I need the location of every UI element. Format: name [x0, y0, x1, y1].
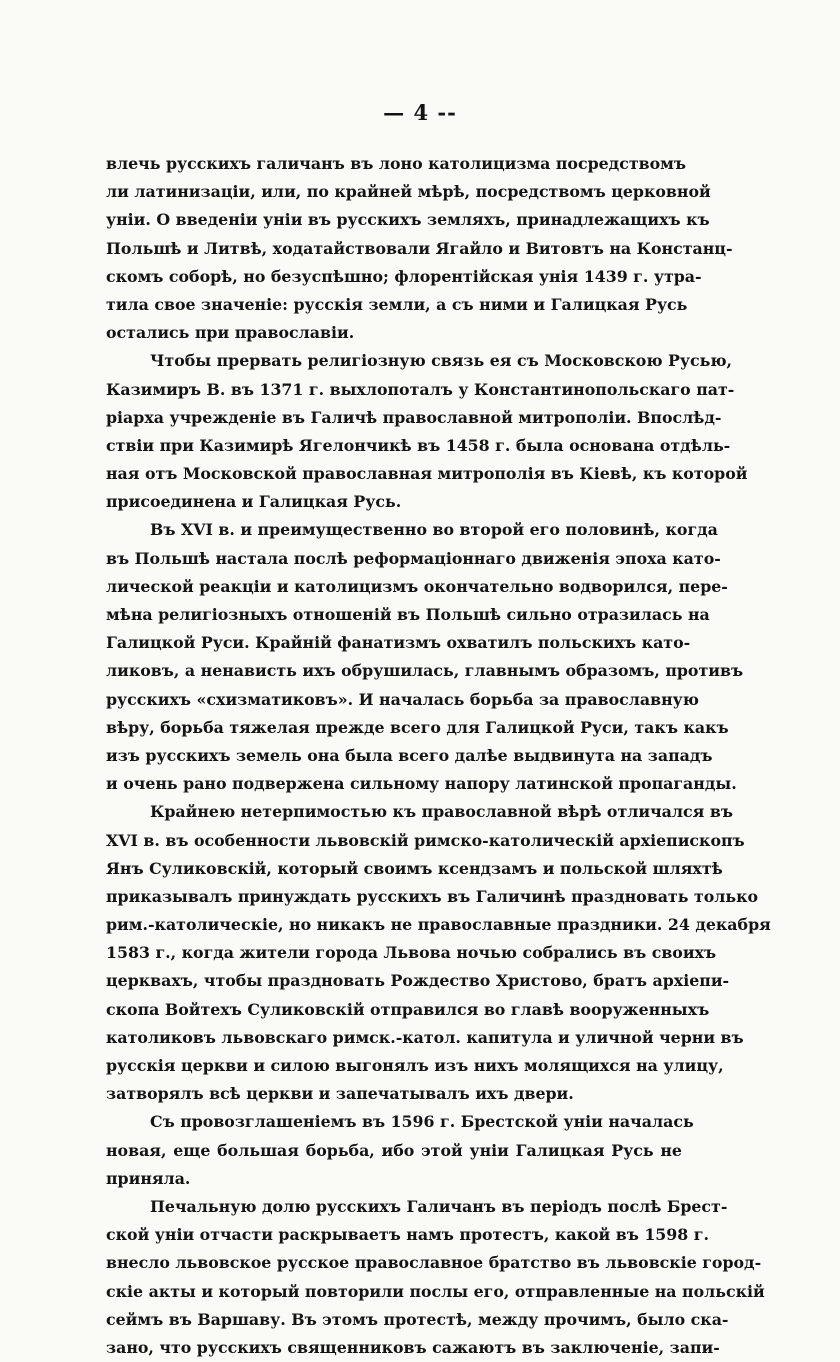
text-line: тила свое значеніе: русскія земли, а съ ними и Галицкая Русь [106, 294, 688, 314]
text-line: лической реакціи и католицизмъ окончательно водворился, пере- [106, 576, 728, 596]
text-line: скомъ соборѣ, но безуспѣшно; флорентійская унія 1439 г. утра- [106, 266, 702, 286]
body-text [106, 150, 771, 1362]
text-line: мѣна религіозныхъ отношеній въ Польшѣ сильно отразилась на [106, 605, 710, 624]
text-line: Галицкой Руси. Крайній фанатизмъ охватилъ польскихъ като- [106, 633, 691, 653]
paragraph-1 [106, 150, 733, 347]
text-line: сеймъ въ Варшаву. Въ этомъ протестѣ, между прочимъ, было ска- [106, 1309, 729, 1329]
paragraph-3 [106, 516, 744, 798]
text-line: ской уніи отчасти раскрываетъ намъ протестъ, какой въ 1598 г. [106, 1225, 709, 1245]
text-line: ная отъ Московской православная митрополія въ Кіевѣ, къ которой [106, 464, 748, 484]
text-line: ликовъ, а ненависть ихъ обрушилась, главнымъ образомъ, противъ [106, 661, 744, 681]
paragraph-2 [106, 347, 748, 516]
text-line: присоединена и Галицкая Русь. [106, 492, 402, 512]
text-line: 1583 г., когда жители города Львова ночью собрались въ своихъ [106, 943, 717, 963]
text-line: зано, что русскихъ священниковъ сажаютъ въ заключеніе, запи- [106, 1337, 720, 1357]
text-line: вѣру, борьба тяжелая прежде всего для Галицкой Руси, такъ какъ [106, 717, 729, 737]
paragraph-4 [106, 798, 771, 1108]
text-line: церквахъ, чтобы праздновать Рождество Христово, братъ архіепи- [106, 971, 730, 991]
text-line: уніи. О введеніи уніи въ русскихъ земляхъ, принадлежащихъ къ [106, 210, 710, 230]
text-line: Въ XVI в. и преимущественно во второй его половинѣ, когда [150, 520, 718, 540]
text-line: новая, еще большая борьба, ибо этой уніи Галицкая Русь не [106, 1140, 682, 1160]
text-line: скопа Войтехъ Суликовскій отправился во главѣ вооруженныхъ [106, 999, 710, 1019]
text-line: приняла. [106, 1168, 191, 1188]
text-line: изъ русскихъ земель она была всего далѣе выдвинута на западъ [106, 745, 713, 765]
text-line: XVI в. въ особенности львовскій римско-католическій архіепископъ [106, 830, 745, 850]
text-line: приказывалъ принуждать русскихъ въ Галичинѣ праздновать только [106, 886, 759, 906]
text-line: Янъ Суликовскій, который своимъ ксендзамъ и польской шляхтѣ [106, 858, 723, 878]
text-line: и очень рано подвержена сильному напору латинской пропаганды. [106, 774, 737, 794]
paragraph-6 [106, 1193, 765, 1362]
text-line: влечь русскихъ галичанъ въ лоно католицизма посредствомъ [106, 154, 686, 173]
text-line: скіе акты и который повторили послы его, отправленные на польскій [106, 1281, 765, 1301]
text-line: ріарха учрежденіе въ Галичѣ православной митрополіи. Впослѣд- [106, 407, 722, 427]
text-line: затворялъ всѣ церкви и запечатывалъ ихъ двери. [106, 1084, 574, 1104]
text-line: внесло львовское русское православное братство въ львовскіе город- [106, 1253, 762, 1273]
text-line: русскія церкви и силою выгонялъ изъ нихъ молящихся на улицу, [106, 1056, 724, 1075]
text-line: Крайнею нетерпимостью къ православной вѣрѣ отличался въ [150, 802, 733, 822]
text-line: русскихъ «схизматиковъ». И началась борьба за православную [106, 689, 699, 709]
text-line: ствіи при Казимирѣ Ягелончикѣ въ 1458 г. была основана отдѣль- [106, 435, 731, 455]
text-line: Польшѣ и Литвѣ, ходатайствовали Ягайло и Витовтъ на Констанц- [106, 238, 733, 258]
text-line: рим.-католическіе, но никакъ не православные праздники. 24 декабря [106, 915, 771, 935]
text-line: Чтобы прервать религіозную связь ея съ Московскою Русью, [150, 351, 733, 371]
text-line: Казимиръ В. въ 1371 г. выхлопоталъ у Константинопольскаго пат- [106, 379, 735, 399]
text-line: Съ провозглашеніемъ въ 1596 г. Брестской уніи началась [150, 1112, 694, 1132]
text-line: католиковъ львовскаго римск.-катол. капитула и уличной черни въ [106, 1027, 744, 1047]
text-line: остались при православіи. [106, 323, 355, 343]
text-line: въ Польшѣ настала послѣ реформаціоннаго движенія эпоха като- [106, 548, 721, 568]
page-number: — 4 -- [383, 100, 457, 125]
text-line: ли латинизаціи, или, по крайней мѣрѣ, посредствомъ церковной [106, 182, 711, 202]
paragraph-5 [106, 1108, 694, 1193]
text-line: Печальную долю русскихъ Галичанъ въ періодъ послѣ Брест- [150, 1196, 728, 1216]
